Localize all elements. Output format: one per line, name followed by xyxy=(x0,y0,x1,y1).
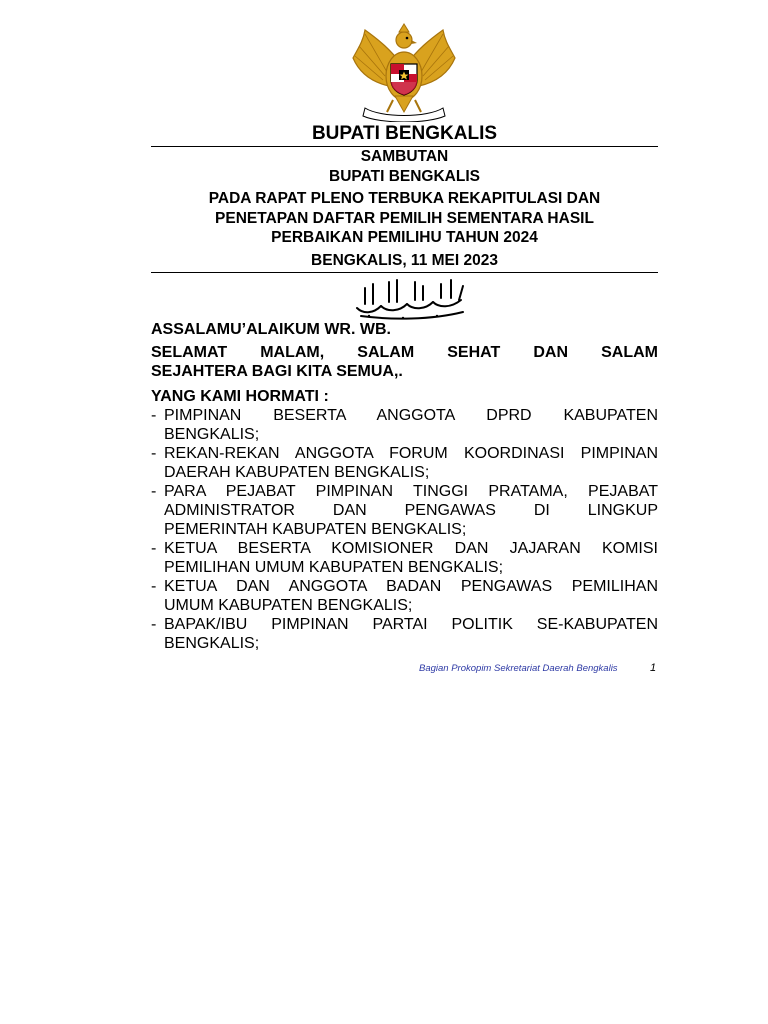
honor-heading: YANG KAMI HORMATI : xyxy=(151,388,329,405)
list-item-line: BENGKALIS; xyxy=(164,426,260,443)
list-item-line: PIMPINAN BESERTA ANGGOTA DPRD KABUPATEN xyxy=(164,407,658,424)
list-item-line: PEMERINTAH KABUPATEN BENGKALIS; xyxy=(164,521,467,538)
list-item-line: PEMILIHAN UMUM KABUPATEN BENGKALIS; xyxy=(164,559,504,576)
list-bullet: - xyxy=(151,540,157,557)
list-item-line: REKAN-REKAN ANGGOTA FORUM KOORDINASI PIMPINAN xyxy=(164,445,658,462)
list-item xyxy=(151,577,658,615)
list-item xyxy=(151,482,658,539)
greeting-paragraph xyxy=(151,343,658,381)
greeting-line-1: SELAMAT MALAM, SALAM SEHAT DAN SALAM xyxy=(151,344,658,361)
list-bullet: - xyxy=(151,407,157,424)
list-item-line: DAERAH KABUPATEN BENGKALIS; xyxy=(164,464,430,481)
list-item xyxy=(151,444,658,482)
list-item xyxy=(151,539,658,577)
footer-note: Bagian Prokopim Sekretariat Daerah Bengkalis xyxy=(419,663,618,674)
list-bullet: - xyxy=(151,616,157,633)
event-title-line-1: PADA RAPAT PLENO TERBUKA REKAPITULASI DAN xyxy=(208,190,601,207)
list-item-line: BENGKALIS; xyxy=(164,635,260,652)
event-title-line-2: PENETAPAN DAFTAR PEMILIH SEMENTARA HASIL xyxy=(215,210,594,227)
place-date: BENGKALIS, 11 MEI 2023 xyxy=(311,252,498,269)
list-item-line: KETUA DAN ANGGOTA BADAN PENGAWAS PEMILIHAN xyxy=(164,578,658,595)
speech-type: SAMBUTAN xyxy=(360,148,449,165)
salam-opening: ASSALAMU’ALAIKUM WR. WB. xyxy=(151,321,391,338)
speaker-title: BUPATI BENGKALIS xyxy=(329,168,480,185)
list-item-line: BAPAK/IBU PIMPINAN PARTAI POLITIK SE-KABUPATEN xyxy=(164,616,658,633)
bismillah-calligraphy-icon xyxy=(351,276,469,322)
list-item-line: UMUM KABUPATEN BENGKALIS; xyxy=(164,597,413,614)
org-title: BUPATI BENGKALIS xyxy=(311,123,498,144)
list-item xyxy=(151,406,658,444)
list-bullet: - xyxy=(151,445,157,462)
list-bullet: - xyxy=(151,483,157,500)
list-item-line: KETUA BESERTA KOMISIONER DAN JAJARAN KOMISI xyxy=(164,540,658,557)
list-item-line: PARA PEJABAT PIMPINAN TINGGI PRATAMA, PEJABAT xyxy=(164,483,658,500)
list-bullet: - xyxy=(151,578,157,595)
page-number: 1 xyxy=(650,662,657,674)
list-item xyxy=(151,615,658,653)
honor-list xyxy=(151,406,658,653)
garuda-emblem-icon xyxy=(351,20,457,122)
greeting-line-2: SEJAHTERA BAGI KITA SEMUA,. xyxy=(151,363,403,380)
event-title-line-3: PERBAIKAN PEMILIHU TAHUN 2024 xyxy=(271,229,538,246)
header-divider-bottom xyxy=(151,272,658,273)
list-item-line: ADMINISTRATOR DAN PENGAWAS DI LINGKUP xyxy=(164,502,658,519)
